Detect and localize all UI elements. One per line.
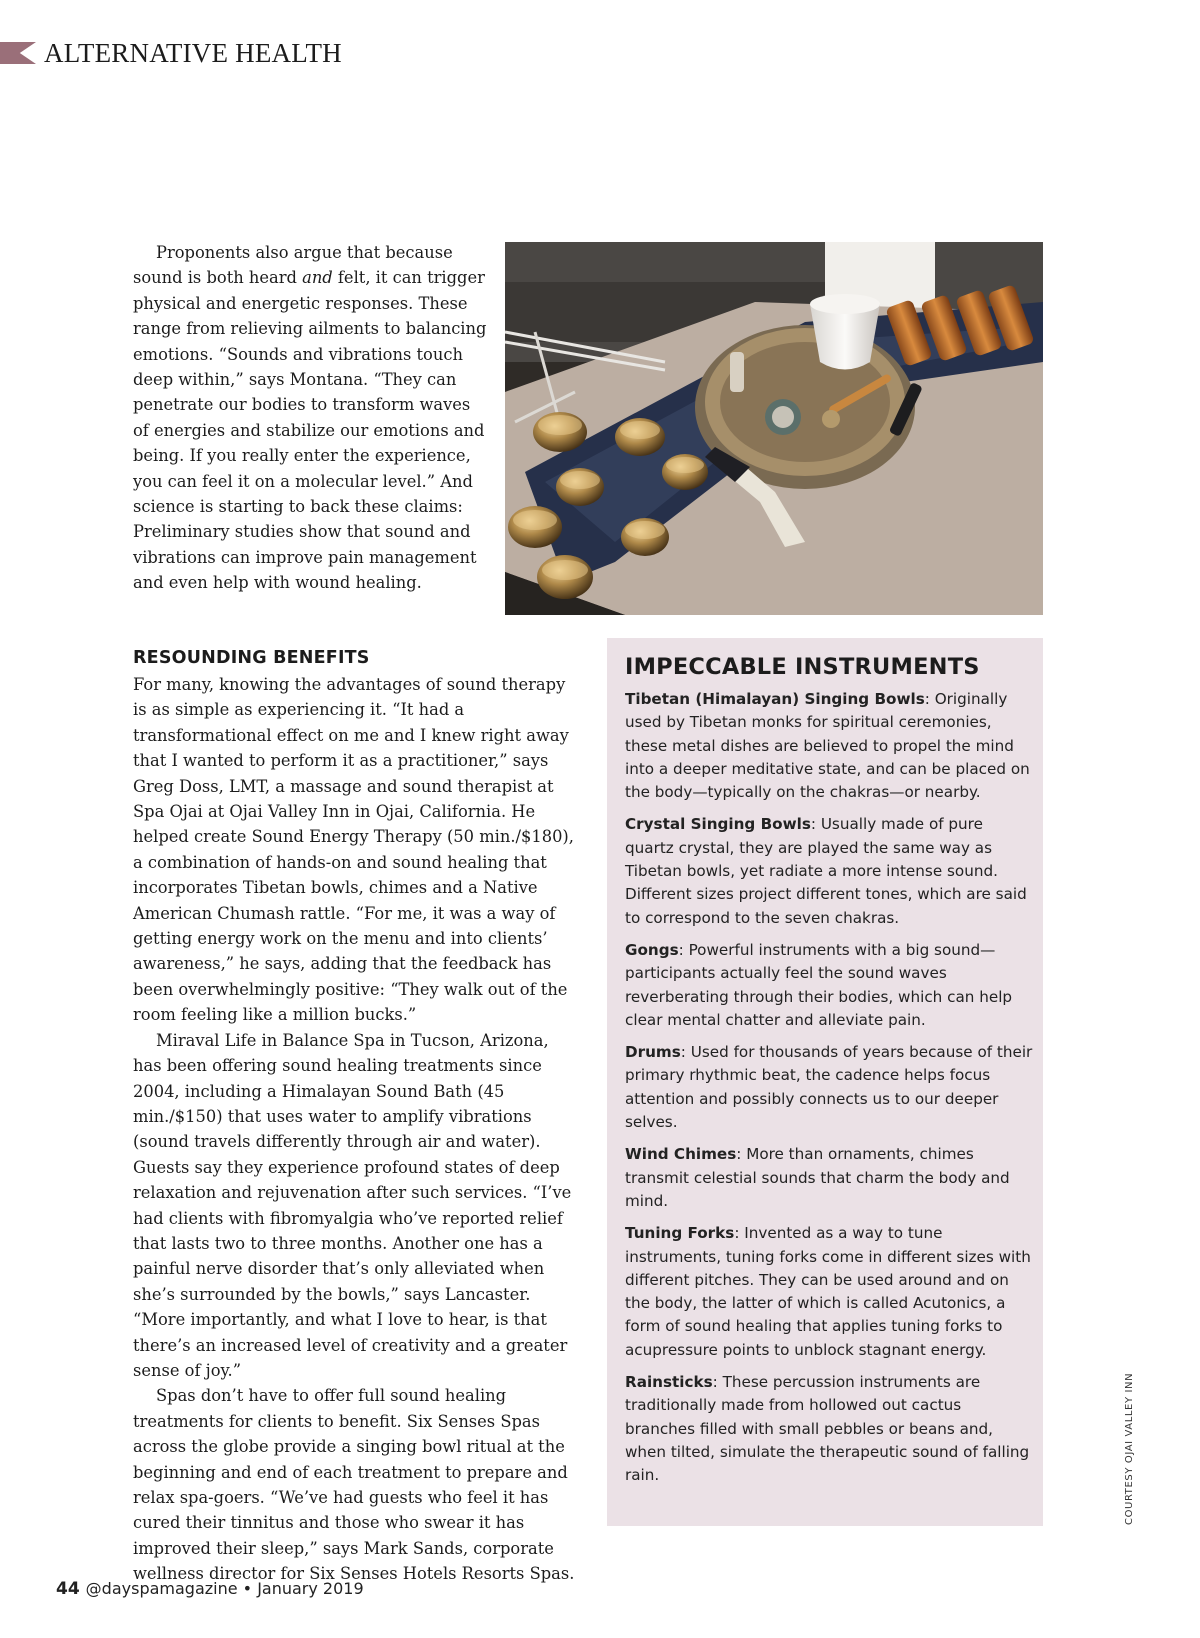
instrument-name: Tuning Forks (625, 1224, 735, 1243)
section-title: ALTERNATIVE HEALTH (44, 38, 342, 68)
body-paragraph: For many, knowing the advantages of sound therapy is as simple as experiencing it. “It had a transformational effect on me and I knew right away that I wanted to perform it as a practitioner,” says Greg Doss, LMT, a massage and sound therapist at Spa Ojai at Ojai Valley Inn in Ojai, California. He helped create Sound Energy Therapy (50 min./$180), a combination of hands-on and sound healing that incorporates Tibetan bowls, chimes and a Native American Chumash rattle. “For me, it was a way of getting energy work on the menu and into clients’ awareness,” he says, adding that the feedback has been overwhelmingly positive: “They walk out of the room feeling like a million bucks.” (133, 675, 574, 1025)
instrument-description: : More than ornaments, chimes transmit celestial sounds that charm the body and mind. (625, 1145, 1010, 1210)
sidebar-body (625, 688, 1035, 1497)
sound-bowls-photo (505, 242, 1043, 615)
instrument-entry (625, 1371, 1035, 1487)
intro-column (133, 240, 488, 596)
instrument-name: Crystal Singing Bowls (625, 815, 811, 834)
body-paragraph: Miraval Life in Balance Spa in Tucson, Arizona, has been offering sound healing treatments since 2004, including a Himalayan Sound Bath (45 min./$150) that uses water to amplify vibrations (sound travels differently through air and water). Guests say they experience profound states of deep relaxation and rejuvenation after such services. “I’ve had clients with fibromyalgia who’ve reported relief that lasts two to three months. Another one has a painful nerve disorder that’s only alleviated when she’s surrounded by the bowls,” says Lancaster. “More importantly, and what I love to hear, is that there’s an increased level of creativity and a greater sense of joy.” (133, 1030, 572, 1380)
intro-paragraph: Proponents also argue that because sound is both heard and felt, it can trigger physical and energetic responses. These range from relieving ailments to balancing emotions. “Sounds and vibrations touch deep within,” says Montana. “They can penetrate our bodies to transform waves of energies and stabilize our emotions and being. If you really enter the experience, you can feel it on a molecular level.” And science is starting to back these claims: Preliminary studies show that sound and vibrations can improve pain management and even help with wound healing. (133, 243, 487, 593)
instrument-entry (625, 939, 1035, 1032)
footer-text: @dayspamagazine • January 2019 (85, 1579, 364, 1598)
instrument-description: : Invented as a way to tune instruments, tuning forks come in different sizes with different pitches. They can be used around and on the body, the latter of which is called Acutonics, a form of sound healing that applies tuning forks to acupressure points to unblock stagnant energy. (625, 1224, 1031, 1359)
instrument-description: : Usually made of pure quartz crystal, they are played the same way as Tibetan bowls, yet radiate a more intense sound. Different sizes project different tones, which are said to correspond to the seven chakras. (625, 815, 1027, 927)
page-footer (56, 1579, 364, 1599)
instrument-name: Rainsticks (625, 1373, 713, 1392)
body-paragraph: Spas don’t have to offer full sound healing treatments for clients to benefit. Six Senses Spas across the globe provide a singing bowl ritual at the beginning and end of each treatment to prepare and relax spa-goers. “We’ve had guests who feel it has cured their tinnitus and those who swear it has improved their sleep,” says Mark Sands, corporate wellness director for Six Senses Hotels Resorts Spas. (133, 1386, 575, 1584)
instrument-entry (625, 688, 1035, 804)
instrument-description: : Used for thousands of years because of their primary rhythmic beat, the cadence helps focus attention and possibly connects us to our deeper selves. (625, 1043, 1033, 1132)
photo-credit: COURTESY OJAI VALLEY INN (1124, 1372, 1135, 1525)
instrument-name: Wind Chimes (625, 1145, 737, 1164)
page-number: 44 (56, 1579, 80, 1599)
instruments-sidebar (607, 638, 1043, 1526)
section-heading: RESOUNDING BENEFITS (133, 648, 370, 668)
instrument-name: Tibetan (Himalayan) Singing Bowls (625, 690, 925, 708)
instrument-entry (625, 1222, 1035, 1362)
instrument-entry (625, 813, 1035, 929)
section-tab-marker (0, 42, 36, 64)
instrument-name: Drums (625, 1043, 681, 1062)
instrument-name: Gongs (625, 940, 679, 959)
sidebar-title: IMPECCABLE INSTRUMENTS (625, 654, 980, 680)
instrument-description: : These percussion instruments are traditionally made from hollowed out cactus branches filled with small pebbles or beans and, when tilted, simulate the therapeutic sound of falling rain. (625, 1373, 1030, 1485)
instrument-description: : Originally used by Tibetan monks for spiritual ceremonies, these metal dishes are believed to propel the mind into a deeper meditative state, and can be placed on the body—typically on the chakras—or nearby. (625, 690, 1030, 802)
instrument-entry (625, 1041, 1035, 1134)
instrument-description: : Powerful instruments with a big sound—participants actually feel the sound waves reverberating through their bodies, which can help clear mental chatter and alleviate pain. (625, 940, 1013, 1029)
instrument-entry (625, 1143, 1035, 1213)
main-column (133, 672, 580, 1587)
